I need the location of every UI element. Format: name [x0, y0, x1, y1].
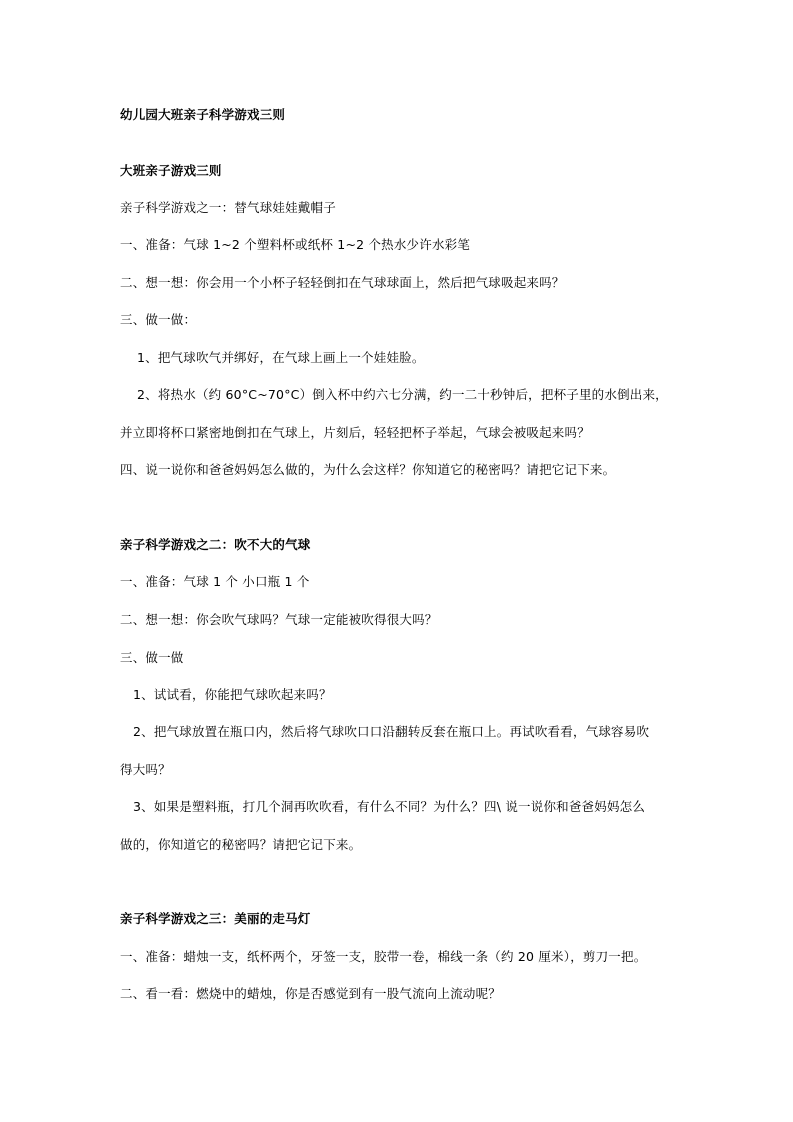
- doc-title: 幼儿园大班亲子科学游戏三则: [120, 107, 286, 122]
- game3-heading: 亲子科学游戏之三：美丽的走马灯: [120, 911, 311, 926]
- game1-step1: 1、把气球吹气并绑好，在气球上画上一个娃娃脸。: [137, 350, 425, 365]
- game2-do-label: 三、做一做: [120, 650, 184, 665]
- game3-prepare: 一、准备：蜡烛一支，纸杯两个，牙签一支，胶带一卷，棉线一条（约 20 厘米），剪刀一把。: [120, 949, 647, 964]
- game1-do-label: 三、做一做：: [120, 312, 197, 327]
- game1-think: 二、想一想：你会用一个小杯子轻轻倒扣在气球球面上，然后把气球吸起来吗？: [120, 275, 565, 290]
- game2-step3a: 3、如果是塑料瓶，打几个洞再吹吹看，有什么不同？为什么？四\ 说一说你和爸爸妈妈怎么: [133, 799, 646, 814]
- game1-heading: 亲子科学游戏之一：替气球娃娃戴帽子: [120, 200, 336, 215]
- game1-tell: 四、说一说你和爸爸妈妈怎么做的，为什么会这样？你知道它的秘密吗？请把它记下来。: [120, 462, 616, 477]
- game2-step3b: 做的，你知道它的秘密吗？请把它记下来。: [120, 837, 362, 852]
- game2-prepare: 一、准备：气球 1 个 小口瓶 1 个: [120, 574, 310, 589]
- game1-prepare: 一、准备：气球 1~2 个塑料杯或纸杯 1~2 个热水少许水彩笔: [120, 237, 471, 252]
- game1-step2a: 2、将热水（约 60°C~70°C）倒入杯中约六七分满，约一二十秒钟后，把杯子里的水倒出来，: [137, 387, 668, 402]
- game3-look: 二、看一看：燃烧中的蜡烛，你是否感觉到有一股气流向上流动呢？: [120, 986, 502, 1001]
- game2-think: 二、想一想：你会吹气球吗？气球一定能被吹得很大吗？: [120, 612, 438, 627]
- game2-step2a: 2、把气球放置在瓶口内，然后将气球吹口口沿翻转反套在瓶口上。再试吹看看，气球容易吹: [133, 724, 650, 739]
- game2-step2b: 得大吗？: [120, 762, 171, 777]
- game2-heading: 亲子科学游戏之二：吹不大的气球: [120, 537, 311, 552]
- doc-subtitle: 大班亲子游戏三则: [120, 163, 222, 178]
- game1-step2b: 并立即将杯口紧密地倒扣在气球上，片刻后，轻轻把杯子举起，气球会被吸起来吗？: [120, 425, 590, 440]
- game2-step1: 1、试试看，你能把气球吹起来吗？: [133, 687, 332, 702]
